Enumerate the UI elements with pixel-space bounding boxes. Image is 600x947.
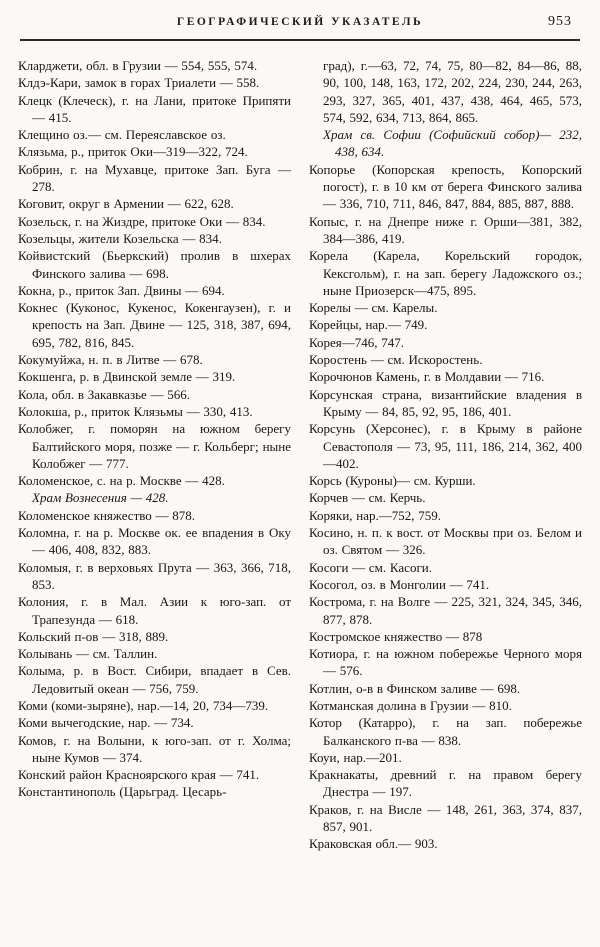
index-entry: Копорье (Копорская крепость, Копорский погост), г. в 10 км от берега Финского залива — 336, 710, 711, 846, 847, 884, 885, 887, 888. [309,161,582,212]
index-entry: Кокумуйжа, н. п. в Литве — 678. [18,352,203,368]
index-entry: Коломенское княжество — 878. [18,507,196,523]
index-entry: Клецк (Клеческ), г. на Лани, притоке Припяти — 415. [18,92,291,125]
index-entry: Коговит, округ в Армении — 622, 628. [18,196,234,212]
index-entry: Коломна, г. на р. Москве ок. ее впадения в Оку — 406, 408, 832, 883. [18,525,291,558]
index-entry: Косоги — см. Касоги. [309,559,432,575]
index-entry: Костромское княжество — 878 [309,628,483,644]
index-entry: Котлин, о-в в Финском заливе — 698. [309,680,521,696]
index-entry: Коростень — см. Искоростень. [309,352,483,368]
index-entry: Койвистский (Бьеркский) пролив в шхерах Финского залива — 698. [18,248,291,281]
index-entry: Корочюнов Камень, г. в Молдавии — 716. [309,369,545,385]
index-entry: Котор (Катарро), г. на зап. побережье Балканского п-ва — 838. [309,715,582,748]
index-entry: Кострома, г. на Волге — 225, 321, 324, 345, 346, 877, 878. [309,594,582,627]
index-entry: Кракнакаты, древний г. на правом берегу Днестра — 197. [309,767,582,800]
index-entry: Краков, г. на Висле — 148, 261, 363, 374, 837, 857, 901. [309,801,582,835]
index-entry: Кокшенга, р. в Двинской земле — 319. [18,369,236,385]
index-entry: Корсунь (Херсонес), г. в Крыму в районе Севастополя — 73, 95, 111, 186, 214, 362, 400—402. [309,421,582,471]
index-entry: Колыма, р. в Вост. Сибири, впадает в Сев. Ледовитый океан — 756, 759. [18,663,291,696]
index-entry: Коломыя, г. в верховьях Прута — 363, 366, 718, 853. [18,559,291,592]
index-entry: Клязьма, р., приток Оки—319—322, 724. [18,144,248,160]
index-entry: Корейцы, нар.— 749. [309,317,428,333]
right-column [309,57,582,853]
index-entry: Клещино оз.— см. Переяславское оз. [18,127,226,143]
index-entry: Коряки, нар.—752, 759. [309,507,442,523]
left-column [18,57,291,853]
index-entry: Колывань — см. Таллин. [18,646,158,662]
index-entry: Клдэ-Кари, замок в горах Триалети — 558. [18,75,260,91]
index-entry: Комов, г. на Волыни, к юго-зап. от г. Холма; ныне Кумов — 374. [18,732,291,765]
index-entry: Корсь (Куроны)— см. Курши. [309,473,476,489]
page-number: 953 [548,14,572,29]
index-entry: Корелы — см. Карелы. [309,300,438,316]
index-entry: Колокша, р., приток Клязьмы — 330, 413. [18,403,253,419]
index-entry: Колония, г. в Мал. Азии к юго-зап. от Трапезунда — 618. [18,594,291,627]
index-columns [18,57,582,853]
index-entry: Козельцы, жители Козельска — 834. [18,230,222,246]
index-entry: Косогол, оз. в Монголии — 741. [309,576,490,592]
index-entry: Храм св. Софии (Софийский собор)— 232, 438, 634. [323,127,582,160]
index-entry: Котманская долина в Грузии — 810. [309,697,512,713]
index-entry: Кларджети, обл. в Грузии — 554, 555, 574. [18,58,258,73]
index-entry: Кокнес (Куконос, Кукенос, Кокенгаузен), г. и крепость на Зап. Двине — 125, 318, 387, 694, 695, 782, 816, 845. [18,300,291,350]
index-entry: Кольский п-ов — 318, 889. [18,628,169,644]
index-entry: Кола, обл. в Закавказье — 566. [18,386,191,402]
index-entry: Корея—746, 747. [309,334,405,350]
page-title: ГЕОГРАФИЧЕСКИЙ УКАЗАТЕЛЬ [176,16,424,28]
index-entry: Коуи, нар.—201. [309,749,402,765]
index-entry: Конский район Красноярского края — 741. [18,767,260,783]
index-entry: Корсунская страна, византийские владения в Крыму — 84, 85, 92, 95, 186, 401. [309,386,582,419]
index-entry: Коми вычегодские, нар. — 734. [18,715,194,731]
index-entry: Кобрин, г. на Мухавце, притоке Зап. Буга — 278. [18,161,291,195]
index-entry: Краковская обл.— 903. [309,836,438,852]
index-entry: Коломенское, с. на р. Москве — 428. [18,473,225,489]
index-entry: Косино, н. п. к вост. от Москвы при оз. Белом и оз. Святом — 326. [309,525,582,558]
header-rule [20,39,580,41]
index-entry: Колобжег, г. поморян на южном берегу Балтийского моря, позже — г. Кольберг; ныне Колобжег — 777. [18,421,291,471]
index-entry: Козельск, г. на Жиздре, притоке Оки — 834. [18,213,266,229]
index-entry: Копыс, г. на Днепре ниже г. Орши—381, 382, 384—386, 419. [309,213,582,246]
index-entry: Храм Вознесения — 428. [32,490,169,506]
index-entry: Коми (коми-зыряне), нар.—14, 20, 734—739. [18,697,269,713]
index-entry: Корчев — см. Керчь. [309,490,426,506]
index-entry: град), г.—63, 72, 74, 75, 80—82, 84—86, 88, 90, 100, 148, 163, 172, 202, 224, 230, 244, 263, 293, 327, 365, 401, 437, 438, 464, 465, 573, 574, 592, 634, 713, 864, 865. [323,58,582,125]
index-entry: Котиора, г. на южном побережье Черного моря — 576. [309,646,582,679]
index-entry: Кокна, р., приток Зап. Двины — 694. [18,282,225,298]
index-entry: Корела (Карела, Корельский городок, Кексгольм), г. на зап. берегу Ладожского оз.; ныне Приозерск—475, 895. [309,248,582,298]
running-head [18,14,582,36]
index-entry: Константинополь (Царьград. Цесарь- [18,784,227,800]
